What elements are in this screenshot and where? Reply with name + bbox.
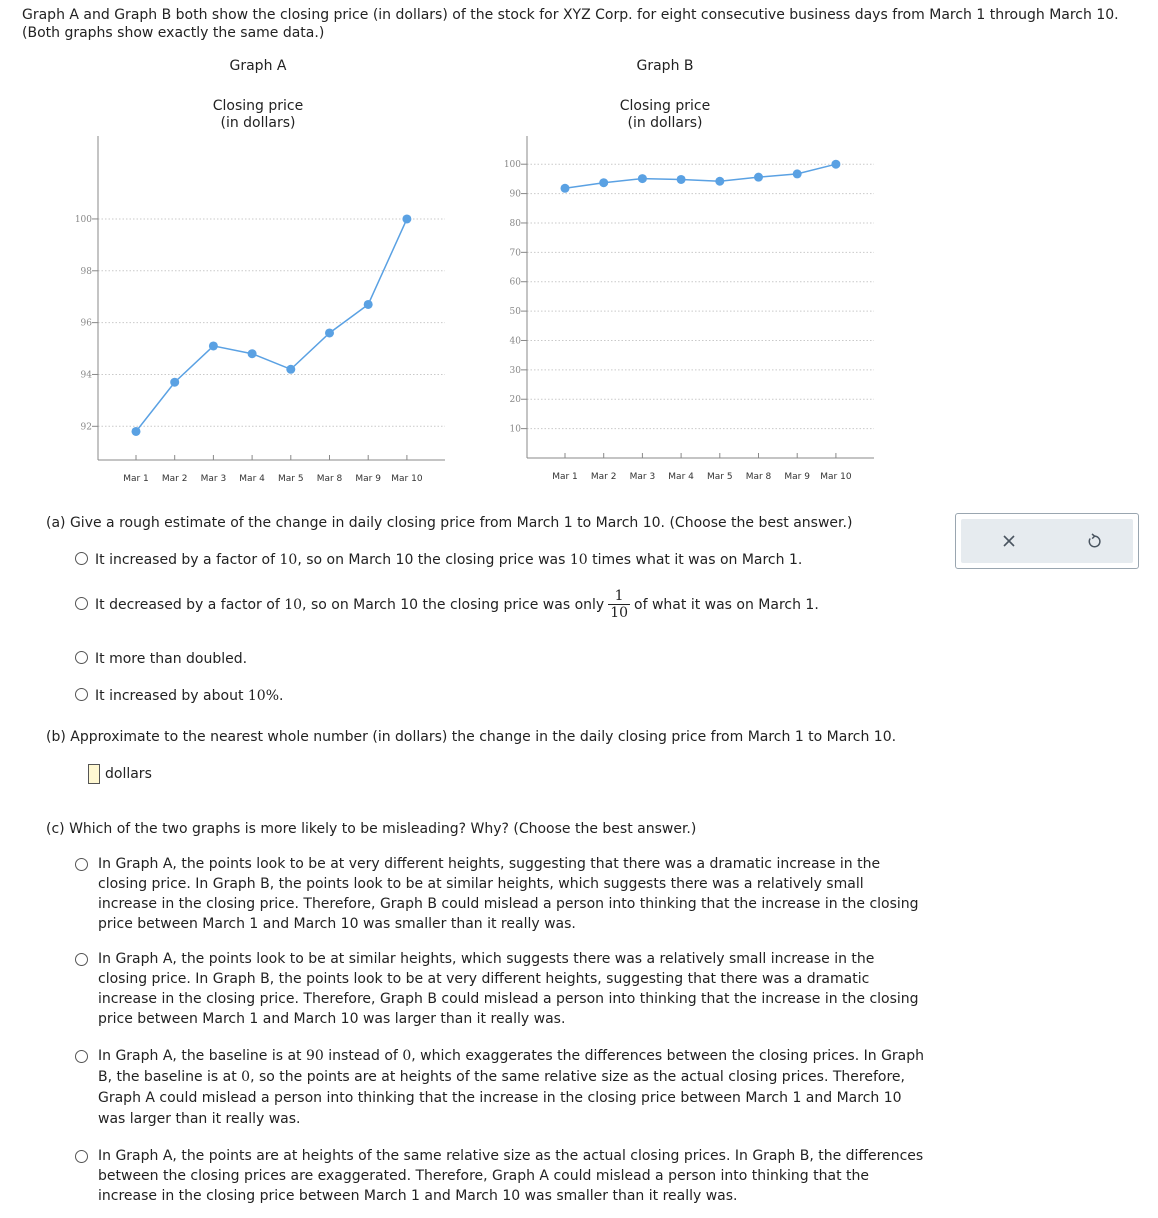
graph-a-xtick-label: Mar 5 xyxy=(278,474,304,484)
part-a-option-1-label xyxy=(95,552,802,568)
part-a-option-2-label xyxy=(95,588,819,621)
graph-b-data-point xyxy=(715,177,724,186)
part-c-option-1[interactable] xyxy=(75,854,955,934)
part-c-option-3-line-2a: B, the baseline is at xyxy=(98,1069,242,1085)
graph-b-xtick-label: Mar 4 xyxy=(668,472,694,482)
graph-b-xtick-label: Mar 8 xyxy=(745,472,772,482)
graph-b-data-point xyxy=(754,173,763,182)
part-a-option-1-number-1: 10 xyxy=(279,552,298,568)
graph-b-data-point xyxy=(638,174,647,183)
part-b-unit-label: dollars xyxy=(105,766,152,782)
graph-a-title: Graph A xyxy=(229,58,287,74)
part-c-option-4-label xyxy=(98,1146,923,1206)
part-a-option-2-text-c: of what it was on March 1. xyxy=(634,596,819,613)
graph-a-xtick-label: Mar 9 xyxy=(355,474,381,484)
intro-line-1: Graph A and Graph B both show the closing price (in dollars) of the stock for XYZ Corp. for eight consecutive business days from March 1 through March 10. xyxy=(22,7,1119,23)
graph-b-xtick-label: Mar 2 xyxy=(590,472,617,482)
part-b-answer-input[interactable] xyxy=(88,764,100,784)
part-c-option-3-line-1c: , which exaggerates the differences between the closing prices. In Graph xyxy=(411,1048,925,1064)
answer-tools-bar xyxy=(961,519,1133,563)
part-a-option-2-radio[interactable] xyxy=(75,597,88,610)
part-c-option-4-line-2: between the closing prices are exaggerated. Therefore, Graph A could mislead a person into thinking that the xyxy=(98,1168,869,1184)
part-c-option-1-line-1: In Graph A, the points look to be at very different heights, suggesting that there was a dramatic increase in the xyxy=(98,856,881,872)
graph-a-xtick-label: Mar 2 xyxy=(161,474,188,484)
graph-b-ylabel-line-2: (in dollars) xyxy=(627,115,703,131)
part-c-option-2-label xyxy=(98,949,919,1029)
part-a-option-3-radio[interactable] xyxy=(75,651,88,664)
graph-a-ytick-label: 100 xyxy=(74,214,92,225)
graph-b-xtick-label: Mar 5 xyxy=(707,472,733,482)
part-c-option-1-line-4: price between March 1 and March 10 was smaller than it really was. xyxy=(98,916,576,932)
graph-b-xtick-label: Mar 10 xyxy=(820,472,852,482)
part-a-option-3-label: It more than doubled. xyxy=(95,651,248,667)
part-c-option-2-line-2: closing price. In Graph B, the points look to be at very different heights, suggesting that there was a dramatic xyxy=(98,971,870,987)
graph-b-xtick-label: Mar 9 xyxy=(784,472,810,482)
part-c-option-3-line-1a: In Graph A, the baseline is at xyxy=(98,1048,306,1064)
graph-a-xtick-label: Mar 10 xyxy=(391,474,423,484)
part-c-option-3-number-0a: 0 xyxy=(402,1048,412,1064)
graph-b-ylabel-line-1: Closing price xyxy=(619,98,711,114)
reset-answer-button[interactable] xyxy=(1082,529,1106,553)
answer-tools-panel xyxy=(955,513,1139,569)
part-c-option-3-line-2b: , so the points are at heights of the same relative size as the actual closing prices. Therefore, xyxy=(250,1069,905,1085)
part-c-option-1-radio[interactable] xyxy=(75,858,88,871)
part-c-option-3-number-90: 90 xyxy=(306,1048,324,1064)
graph-a-ylabel-line-1: Closing price xyxy=(212,98,304,114)
part-c-option-2-line-1: In Graph A, the points look to be at similar heights, which suggests there was a relatively small increase in the xyxy=(98,951,875,967)
graph-b-data-point xyxy=(599,178,608,187)
graph-a-ytick-label: 92 xyxy=(80,422,92,433)
graph-b-ytick-label: 40 xyxy=(509,336,521,347)
part-a-option-4[interactable] xyxy=(75,686,283,706)
graph-b-ytick-label: 60 xyxy=(509,277,521,288)
close-icon xyxy=(997,529,1021,553)
graph-b-data-point xyxy=(793,169,802,178)
part-a-option-4-text-a: It increased by about xyxy=(95,688,248,704)
part-a-option-4-label xyxy=(95,688,283,704)
part-c-question: (c) Which of the two graphs is more likely to be misleading? Why? (Choose the best answer.) xyxy=(46,821,697,837)
part-c-option-3-radio[interactable] xyxy=(75,1050,88,1063)
graph-a-xtick-label: Mar 8 xyxy=(316,474,343,484)
graph-a-ytick-label: 94 xyxy=(80,370,92,381)
part-c-option-3-line-4: was larger than it really was. xyxy=(98,1111,301,1127)
graph-b-ytick-label: 70 xyxy=(509,248,521,259)
graph-a-xtick-label: Mar 3 xyxy=(200,474,227,484)
part-a-option-1-text-a: It increased by a factor of xyxy=(95,552,280,568)
part-a-option-1-text-b: , so on March 10 the closing price was xyxy=(297,552,570,568)
part-a-option-1-radio[interactable] xyxy=(75,552,88,565)
intro-line-2: (Both graphs show exactly the same data.) xyxy=(22,25,325,41)
graph-b-ytick-label: 80 xyxy=(509,218,521,229)
part-c-option-1-line-2: closing price. In Graph B, the points look to be at similar heights, which suggests there was a relatively small xyxy=(98,876,864,892)
undo-icon xyxy=(1082,529,1106,553)
graph-b-data-point xyxy=(561,184,570,193)
graph-a-xtick-label: Mar 1 xyxy=(123,474,149,484)
part-a-option-1-text-c: times what it was on March 1. xyxy=(587,552,803,568)
graph-b-xtick-label: Mar 1 xyxy=(552,472,578,482)
part-a-option-3[interactable] xyxy=(75,649,247,669)
part-c-option-1-label xyxy=(98,854,919,934)
part-a-option-2-text-a: It decreased by a factor of xyxy=(95,596,285,613)
fraction-numerator: 1 xyxy=(614,588,624,604)
part-c-option-3-line-2 xyxy=(98,1067,924,1088)
part-a-option-1[interactable] xyxy=(75,550,802,570)
part-c-option-4-line-3: increase in the closing price between March 1 and March 10 was smaller than it really was. xyxy=(98,1188,738,1204)
part-c-option-2-radio[interactable] xyxy=(75,953,88,966)
graph-b-chart xyxy=(0,0,1158,500)
part-a-question: (a) Give a rough estimate of the change in daily closing price from March 1 to March 10. (Choose the best answer.) xyxy=(46,515,853,531)
fraction-denominator: 10 xyxy=(610,605,629,621)
part-c-option-4-line-1: In Graph A, the points are at heights of the same relative size as the actual closing prices. In Graph B, the differences xyxy=(98,1148,924,1164)
part-a-option-2-text-b: , so on March 10 the closing price was only xyxy=(302,596,605,613)
part-c-option-3-label xyxy=(98,1046,924,1130)
part-a-option-2-number: 10 xyxy=(284,596,303,613)
part-c-option-3-line-1b: instead of xyxy=(323,1048,403,1064)
part-a-option-4-number: 10% xyxy=(247,688,280,704)
clear-answer-button[interactable] xyxy=(997,529,1021,553)
part-c-option-1-line-3: increase in the closing price. Therefore, Graph B could mislead a person into thinking that the increase in the closing xyxy=(98,896,919,912)
part-b-question: (b) Approximate to the nearest whole number (in dollars) the change in the daily closing price from March 1 to March 10. xyxy=(46,729,897,745)
part-a-option-1-number-2: 10 xyxy=(569,552,588,568)
graph-b-data-point xyxy=(831,160,840,169)
graph-b-title: Graph B xyxy=(636,58,694,74)
graph-a-ytick-label: 96 xyxy=(80,318,92,329)
graph-b-ytick-label: 50 xyxy=(509,307,521,318)
part-a-option-2-fraction xyxy=(608,588,630,621)
part-a-option-4-radio[interactable] xyxy=(75,688,88,701)
graph-b-data-point xyxy=(677,175,686,184)
part-c-option-4[interactable] xyxy=(75,1146,955,1208)
graph-b-ytick-label: 90 xyxy=(509,189,521,200)
graph-a-ytick-label: 98 xyxy=(80,266,92,277)
graph-a-ylabel-line-2: (in dollars) xyxy=(220,115,296,131)
graph-b-ytick-label: 30 xyxy=(509,365,521,376)
graph-a-xtick-label: Mar 4 xyxy=(239,474,265,484)
part-c-option-3-line-1 xyxy=(98,1046,924,1067)
part-a-option-4-text-b: . xyxy=(279,688,284,704)
part-c-option-3-line-3: Graph A could mislead a person into thinking that the increase in the closing price between March 1 and March 10 xyxy=(98,1090,902,1106)
part-c-option-3[interactable] xyxy=(75,1046,955,1130)
part-a-option-2[interactable] xyxy=(75,588,819,621)
graph-b-ytick-label: 20 xyxy=(509,395,521,406)
graph-b-xtick-label: Mar 3 xyxy=(629,472,656,482)
part-c-option-2-line-3: increase in the closing price. Therefore, Graph B could mislead a person into thinking that the increase in the closing xyxy=(98,991,919,1007)
part-c-option-4-radio[interactable] xyxy=(75,1150,88,1163)
part-c-option-3-number-0b: 0 xyxy=(241,1069,251,1085)
part-c-option-2[interactable] xyxy=(75,949,955,1029)
graph-b-ytick-label: 10 xyxy=(509,424,521,435)
graph-b-ytick-label: 100 xyxy=(503,160,521,171)
part-c-option-2-line-4: price between March 1 and March 10 was larger than it really was. xyxy=(98,1011,566,1027)
